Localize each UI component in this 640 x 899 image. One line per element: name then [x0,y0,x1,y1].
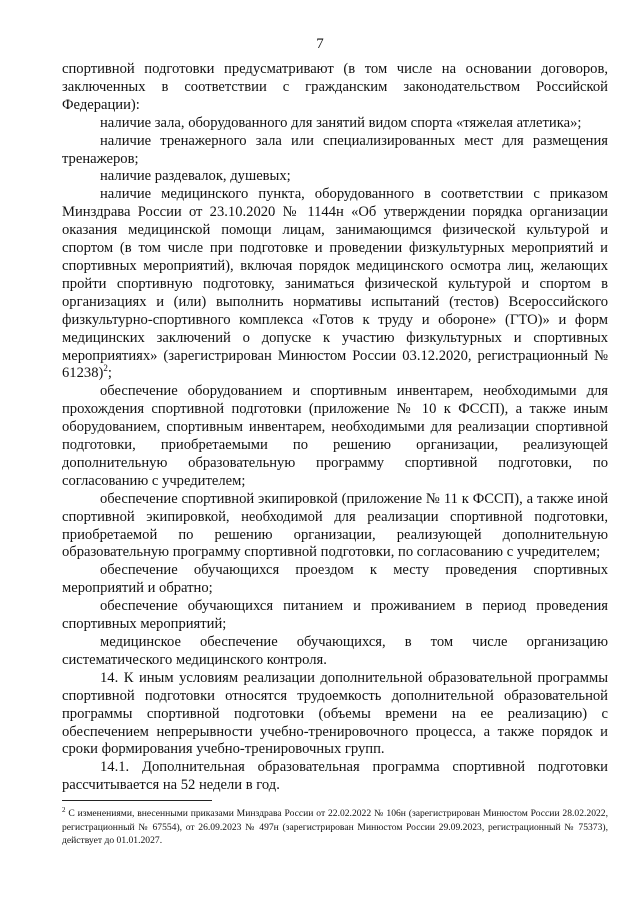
paragraph-equipment: обеспечение оборудованием и спортивным инвентарем, необходимыми для прохождения спортивной подготовки (приложение № 10 к ФССП), а также иным оборудованием, спортивным инвентарем, необходимыми для реализации спортивной подготовки, приобретаемыми по решению организации, реализующей дополнительную образовательную программу спортивной подготовки, по согласованию с учредителем; [62,383,608,489]
paragraph-14-1: 14.1. Дополнительная образовательная программа спортивной подготовки рассчитывается на 52 недели в год. [62,759,608,794]
footnote-text: С изменениями, внесенными приказами Минздрава России от 22.02.2022 № 106н (зарегистрирован Минюстом России 28.02.2022, регистрационный № 67554), от 26.09.2023 № 497н (зарегистрирован Минюстом России 29.09.2023, регистрационный № 75373), действует до 01.01.2027. [62,808,608,847]
paragraph-locker-rooms: наличие раздевалок, душевых; [100,168,291,185]
paragraph-food-lodging: обеспечение обучающихся питанием и проживанием в период проведения спортивных мероприятий; [62,598,608,633]
paragraph-intro: спортивной подготовки предусматривают (в том числе на основании договоров, заключенных в соответствии с гражданским законодательством Российской Федерации): [62,61,608,113]
paragraph-gym: наличие тренажерного зала или специализированных мест для размещения тренажеров; [62,132,608,167]
page-number: 7 [316,36,324,52]
footnote-ref-punctuation: ; [107,365,112,382]
footnote-marker: 2 [62,805,66,814]
paragraph-medical-support: медицинское обеспечение обучающихся, в том числе организацию систематического медицинского контроля. [62,634,608,668]
paragraph-outfit: обеспечение спортивной экипировкой (приложение № 11 к ФССП), а также иной спортивной экипировкой, необходимой для реализации спортивной подготовки, приобретаемой по решению организации, реализующей дополнительную образовательную программу спортивной подготовки, по согласованию с учредителем; [62,490,608,561]
paragraph-14: 14. К иным условиям реализации дополнительной образовательной программы спортивной подготовки относятся трудоемкость дополнительной образовательной программы спортивной подготовки (объемы времени на ее реализацию) с обеспечением непрерывности учебно-тренировочного процесса, а также порядок и сроки формирования учебно-тренировочных групп. [62,669,608,758]
paragraph-medical-point [62,186,608,383]
footnote-divider [62,800,212,801]
paragraph-hall: наличие зала, оборудованного для занятий видом спорта «тяжелая атлетика»; [100,114,582,131]
paragraph-travel: обеспечение обучающихся проездом к месту проведения спортивных мероприятий и обратно; [62,562,608,597]
footnote [62,807,608,848]
footnote-reference[interactable]: 2 [103,363,108,374]
document-body [62,61,608,795]
medical-point-text: наличие медицинского пункта, оборудованного в соответствии с приказом Минздрава России от 23.10.2020 № 1144н «Об утверждении порядка организации оказания медицинской помощи лицам, занимающимся физической культурой и спортом (в том числе при подготовке и проведении физкультурных мероприятий и спортивных мероприятий), включая порядок медицинского осмотра лиц, желающих пройти спортивную подготовку, заниматься физической культурой и спортом в организациях и (или) выполнить нормативы испытаний (тестов) Всероссийского физкультурно-спортивного комплекса «Готов к труду и обороне» (ГТО)» и форм медицинских заключений о допуске к участию физкультурных и спортивных мероприятиях» (зарегистрирован Минюстом России 03.12.2020, регистрационный № 61238) [62,186,608,382]
